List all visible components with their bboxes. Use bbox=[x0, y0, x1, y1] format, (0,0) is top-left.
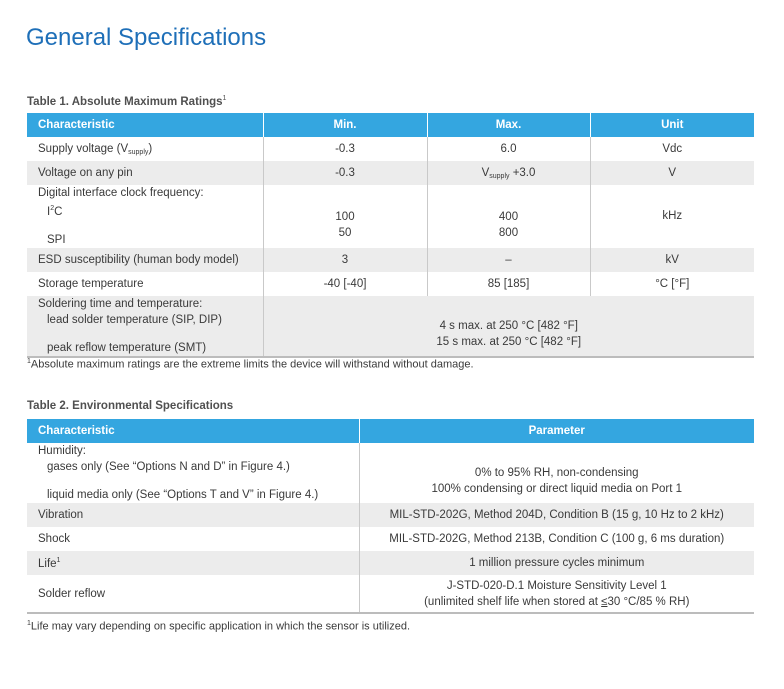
characteristic-subscript: supply bbox=[128, 148, 149, 156]
table-row bbox=[27, 527, 754, 551]
row-value bbox=[263, 296, 754, 357]
table1-caption bbox=[27, 95, 226, 108]
row-unit: kHz bbox=[590, 185, 754, 248]
table-row bbox=[27, 503, 754, 527]
table-row bbox=[27, 185, 754, 248]
row-characteristic bbox=[27, 296, 263, 357]
table-row bbox=[27, 137, 754, 161]
row-characteristic: Shock bbox=[38, 533, 70, 545]
row-max: 85 [185] bbox=[427, 272, 590, 296]
header-max: Max. bbox=[427, 113, 590, 137]
max-text: V bbox=[481, 166, 490, 179]
header-parameter: Parameter bbox=[359, 419, 754, 443]
table-row bbox=[27, 575, 754, 613]
table-header-row bbox=[27, 419, 754, 443]
table-row bbox=[27, 551, 754, 575]
characteristic-text: Soldering time and temperature: bbox=[38, 297, 203, 310]
row-max: – bbox=[427, 248, 590, 272]
value-line-1: 4 s max. at 250 °C [482 °F] bbox=[439, 319, 578, 332]
row-min bbox=[263, 185, 427, 248]
characteristic-sub-liquid: liquid media only (See “Options T and V” in Figure 4.) bbox=[47, 489, 319, 501]
characteristic-text-end: ) bbox=[148, 142, 153, 155]
characteristic-text: Supply voltage (V bbox=[38, 142, 129, 155]
footnote-mark: 1 bbox=[27, 620, 31, 627]
row-characteristic bbox=[27, 137, 263, 161]
value-line-2: (unlimited shelf life when stored at ≤30 °C/85 % RH) bbox=[424, 595, 690, 608]
characteristic-note: 1 bbox=[56, 556, 61, 564]
row-min: -0.3 bbox=[263, 137, 427, 161]
table-row bbox=[27, 248, 754, 272]
min-value-2: 50 bbox=[338, 226, 352, 239]
footnote-text: Absolute maximum ratings are the extreme limits the device will withstand without damage. bbox=[30, 358, 474, 371]
table1-caption-note: 1 bbox=[222, 95, 227, 102]
row-max bbox=[427, 185, 590, 248]
header-characteristic: Characteristic bbox=[27, 419, 359, 443]
characteristic-sub-reflow: peak reflow temperature (SMT) bbox=[47, 341, 207, 354]
table-row bbox=[27, 296, 754, 357]
value-line-1: J-STD-020-D.1 Moisture Sensitivity Level 1 bbox=[446, 579, 667, 592]
table1-caption-text: Table 1. Absolute Maximum Ratings bbox=[27, 95, 223, 108]
environmental-specifications-table bbox=[27, 419, 754, 614]
min-value-1: 100 bbox=[335, 210, 355, 223]
row-unit: V bbox=[590, 161, 754, 185]
characteristic-text: Humidity: bbox=[38, 445, 86, 457]
row-max: 6.0 bbox=[427, 137, 590, 161]
value-line-2: 15 s max. at 250 °C [482 °F] bbox=[436, 335, 582, 348]
table-row bbox=[27, 272, 754, 296]
absolute-maximum-ratings-table bbox=[27, 113, 754, 358]
row-unit: kV bbox=[590, 248, 754, 272]
max-value-1: 400 bbox=[498, 210, 519, 223]
row-characteristic bbox=[27, 551, 359, 575]
table2-footnote bbox=[27, 620, 410, 633]
header-unit: Unit bbox=[590, 113, 754, 137]
table1-footnote bbox=[27, 358, 474, 371]
value-line-1: 0% to 95% RH, non-condensing bbox=[474, 467, 639, 479]
row-value bbox=[359, 575, 754, 613]
max-subscript: supply bbox=[489, 172, 510, 180]
characteristic-sub-spi: SPI bbox=[47, 233, 66, 246]
table-row bbox=[27, 443, 754, 503]
row-characteristic bbox=[27, 443, 359, 503]
footnote-text: Life may vary depending on specific application in which the sensor is utilized. bbox=[30, 620, 411, 633]
row-characteristic: Voltage on any pin bbox=[27, 161, 263, 185]
row-min: -0.3 bbox=[263, 161, 427, 185]
row-characteristic: Vibration bbox=[27, 503, 359, 527]
row-value: MIL-STD-202G, Method 204D, Condition B (15 g, 10 Hz to 2 kHz) bbox=[359, 503, 754, 527]
header-min: Min. bbox=[263, 113, 427, 137]
row-unit: °C [°F] bbox=[590, 272, 754, 296]
row-characteristic: Storage temperature bbox=[38, 277, 144, 290]
max-value-2: 800 bbox=[498, 226, 519, 239]
footnote-mark: 1 bbox=[27, 358, 31, 365]
table-row bbox=[27, 161, 754, 185]
row-characteristic: ESD susceptibility (human body model) bbox=[27, 248, 263, 272]
row-value: MIL-STD-202G, Method 213B, Condition C (100 g, 6 ms duration) bbox=[359, 527, 754, 551]
row-min: -40 [-40] bbox=[263, 272, 427, 296]
header-characteristic: Characteristic bbox=[27, 113, 263, 137]
characteristic-sub-i2c: $I^2C$ bbox=[47, 205, 63, 218]
characteristic-text: Digital interface clock frequency: bbox=[38, 187, 204, 199]
row-min: 3 bbox=[263, 248, 427, 272]
table-header-row bbox=[27, 113, 754, 137]
page-title: General Specifications bbox=[26, 24, 267, 51]
value-line-2: 100% condensing or direct liquid media on Port 1 bbox=[431, 483, 683, 495]
table2-caption: Table 2. Environmental Specifications bbox=[27, 400, 234, 412]
row-max bbox=[427, 161, 590, 185]
max-text-end: +3.0 bbox=[509, 166, 536, 179]
row-characteristic bbox=[27, 185, 263, 248]
row-value bbox=[359, 443, 754, 503]
row-unit: Vdc bbox=[590, 137, 754, 161]
characteristic-text: Life bbox=[38, 557, 57, 570]
row-characteristic: Solder reflow bbox=[27, 575, 359, 613]
row-value: 1 million pressure cycles minimum bbox=[359, 551, 754, 575]
characteristic-sub-lead: lead solder temperature (SIP, DIP) bbox=[47, 313, 222, 326]
characteristic-sub-gases: gases only (See “Options N and D” in Figure 4.) bbox=[47, 461, 290, 473]
